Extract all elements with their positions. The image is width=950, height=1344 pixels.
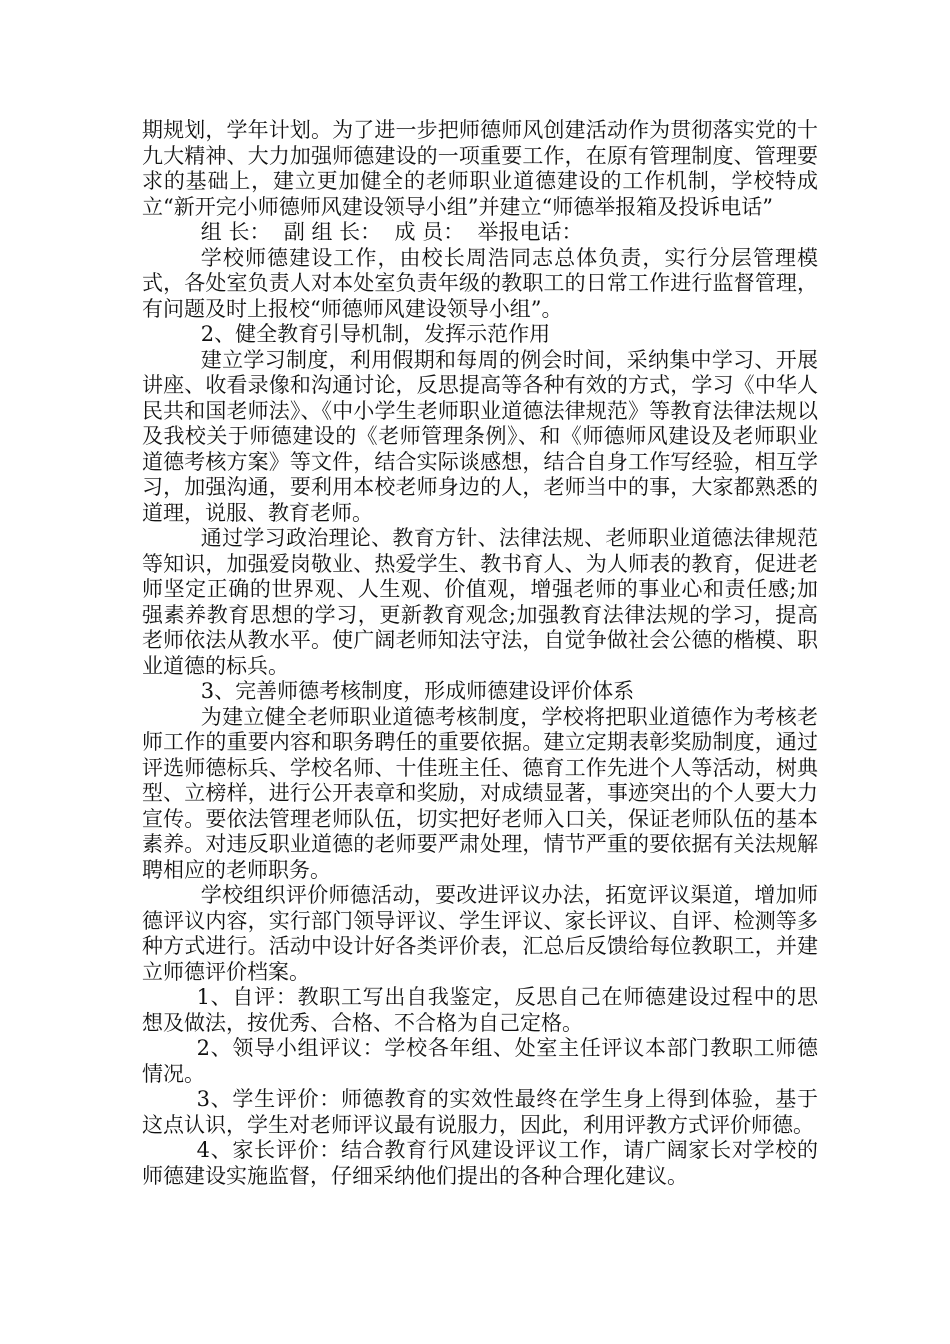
list-item-parent-evaluation: 4、家长评价：结合教育行风建设评议工作，请广阔家长对学校的师德建设实施监督，仔细采纳他们提出的各种合理化建议。	[142, 1138, 818, 1188]
section-heading-2: 2、健全教育引导机制，发挥示范作用	[200, 322, 551, 346]
paragraph-study-system: 建立学习制度，利用假期和每周的例会时间，采纳集中学习、开展讲座、收看录像和沟通讨论，反思提高等各种有效的方式，学习《中华人民共和国老师法》、《中小学生老师职业道德法律规范》等教育法律法规以及我校关于师德建设的《老师管理条例》、和《师德师风建设及老师职业道德考核方案》等文件，结合实际谈感想，结合自身工作写经验，相互学习，加强沟通，要利用本校老师身边的人，老师当中的事，大家都熟悉的道理，说服、教育老师。	[142, 347, 818, 525]
paragraph-responsibility: 学校师德建设工作，由校长周浩同志总体负责，实行分层管理模式，各处室负责人对本处室负责年级的教职工的日常工作进行监督管理，有问题及时上报校“师德师风建设领导小组”。	[142, 245, 818, 321]
document-body	[142, 118, 818, 1189]
section-heading-3: 3、完善师德考核制度，形成师德建设评价体系	[200, 679, 635, 703]
paragraph-evaluation-activity: 学校组织评价师德活动，要改进评议办法，拓宽评议渠道，增加师德评议内容，实行部门领导评议、学生评议、家长评议、自评、检测等多种方式进行。活动中设计好各类评价表，汇总后反馈给每位教职工，并建立师德评价档案。	[142, 883, 818, 984]
list-item-leadership-evaluation: 2、领导小组评议：学校各年组、处室主任评议本部门教职工师德情况。	[142, 1036, 818, 1086]
paragraph-study-content: 通过学习政治理论、教育方针、法律法规、老师职业道德法律规范等知识，加强爱岗敬业、热爱学生、教书育人、为人师表的教育，促进老师坚定正确的世界观、人生观、价值观，增强老师的事业心和责任感;加强素养教育思想的学习，更新教育观念;加强教育法律法规的学习，提高老师依法从教水平。使广阔老师知法守法，自觉争做社会公德的楷模、职业道德的标兵。	[142, 526, 818, 678]
paragraph-assessment-system: 为建立健全老师职业道德考核制度，学校将把职业道德作为考核老师工作的重要内容和职务聘任的重要依据。建立定期表彰奖励制度，通过评选师德标兵、学校名师、十佳班主任、德育工作先进个人等活动，树典型、立榜样，进行公开表章和奖励，对成绩显著，事迹突出的个人要大力宣传。要依法管理老师队伍，切实把好老师入口关，保证老师队伍的基本素养。对违反职业道德的老师要严肃处理，情节严重的要依据有关法规解聘相应的老师职务。	[142, 704, 818, 882]
list-item-student-evaluation: 3、学生评价：师德教育的实效性最终在学生身上得到体验，基于这点认识，学生对老师评议最有说服力，因此，利用评教方式评价师德。	[142, 1087, 818, 1137]
paragraph-plan-intro: 期规划，学年计划。为了进一步把师德师风创建活动作为贯彻落实党的十九大精神、大力加强师德建设的一项重要工作，在原有管理制度、管理要求的基础上，建立更加健全的老师职业道德建设的工作机制，学校特成立“新开完小师德师风建设领导小组”并建立“师德举报箱及投诉电话”	[142, 118, 818, 219]
list-item-self-evaluation: 1、自评：教职工写出自我鉴定，反思自己在师德建设过程中的思想及做法，按优秀、合格、不合格为自己定格。	[142, 985, 818, 1035]
paragraph-group-roles: 组 长： 副 组 长： 成 员： 举报电话：	[200, 220, 583, 244]
